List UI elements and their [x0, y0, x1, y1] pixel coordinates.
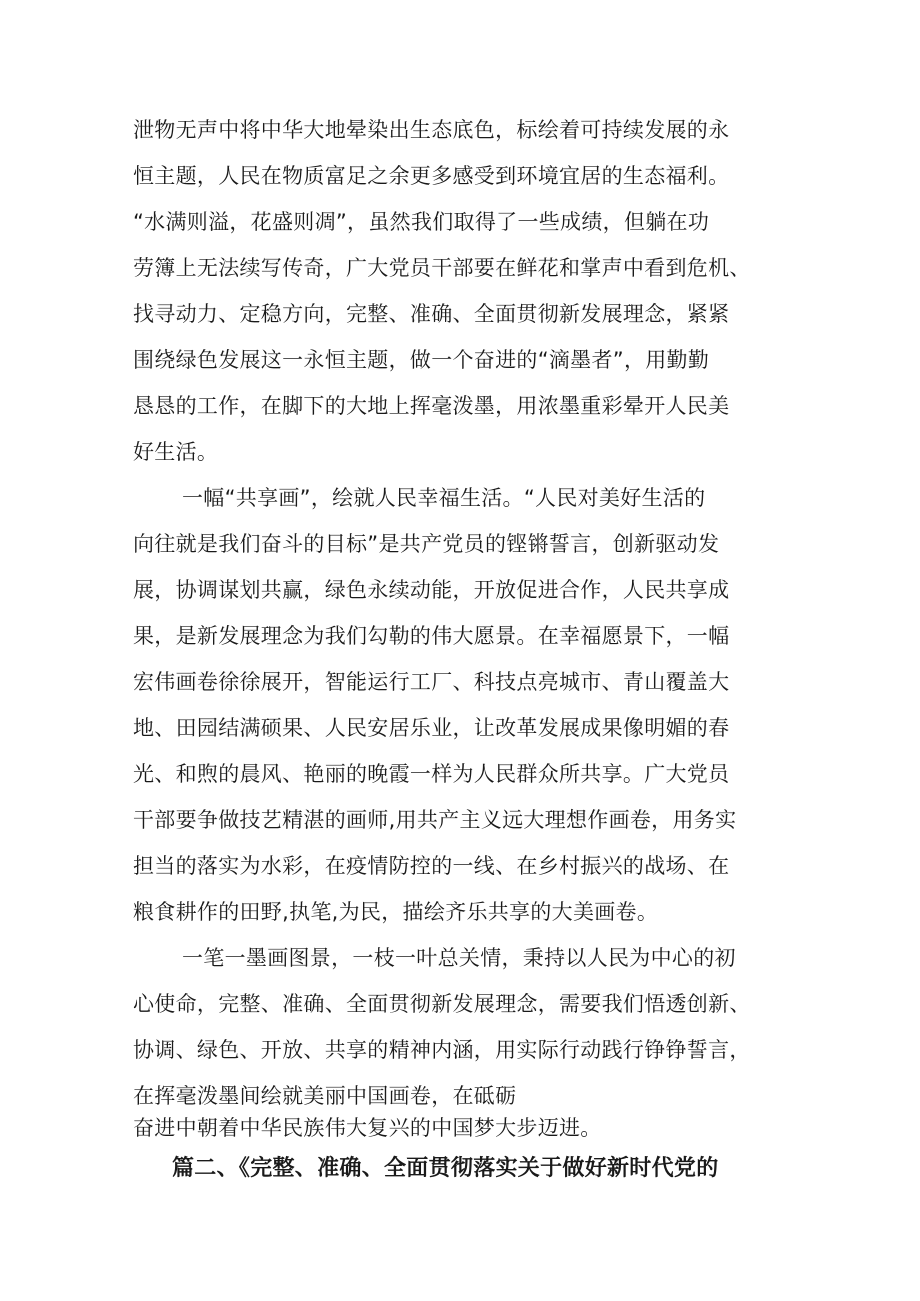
paragraph-line: 向往就是我们奋斗的目标”是共产党员的铿锵誓言，创新驱动发 — [133, 532, 720, 556]
section-heading: 篇二、《完整、准确、全面贯彻落实关于做好新时代党的 — [172, 1156, 719, 1181]
paragraph-line: 在挥毫泼墨间绘就美丽中国画卷，在砥砺 — [133, 1084, 517, 1108]
paragraph-line: 果，是新发展理念为我们勾勒的伟大愿景。在幸福愿景下，一幅 — [133, 624, 730, 648]
paragraph-line: 泄物无声中将中华大地晕染出生态底色，标绘着可持续发展的永 — [133, 118, 730, 142]
paragraph-line: 一幅“共享画”，绘就人民幸福生活。“人民对美好生活的 — [182, 486, 706, 510]
paragraph-line: 协调、绿色、开放、共享的精神内涵，用实际行动践行铮铮誓言， — [133, 1038, 751, 1062]
paragraph-line: 找寻动力、定稳方向，完整、准确、全面贯彻新发展理念，紧紧 — [133, 302, 730, 326]
paragraph-line: 宏伟画卷徐徐展开，智能运行工厂、科技点亮城市、青山覆盖大 — [133, 670, 730, 694]
paragraph-line: 一笔一墨画图景，一枝一叶总关情，秉持以人民为中心的初 — [182, 946, 736, 970]
paragraph-line: 好生活。 — [133, 440, 219, 464]
paragraph-line: 恳恳的工作，在脚下的大地上挥毫泼墨，用浓墨重彩晕开人民美 — [133, 394, 730, 418]
paragraph-line: 干部要争做技艺精湛的画师,用共产主义远大理想作画卷，用务实 — [133, 808, 737, 832]
paragraph-line: 地、田园结满硕果、人民安居乐业，让改革发展成果像明媚的春 — [133, 716, 730, 740]
paragraph-line: 担当的落实为水彩，在疫情防控的一线、在乡村振兴的战场、在 — [133, 854, 730, 878]
paragraph-line: 恒主题，人民在物质富足之余更多感受到环境宜居的生态福利。 — [133, 164, 730, 188]
paragraph-line: 展，协调谋划共赢，绿色永续动能，开放促进合作，人民共享成 — [133, 578, 730, 602]
paragraph-line: 围绕绿色发展这一永恒主题，做一个奋进的“滴墨者”，用勤勤 — [133, 348, 710, 372]
paragraph-line: 奋进中朝着中华民族伟大复兴的中国梦大步迈进。 — [133, 1116, 602, 1140]
paragraph-line: 劳簿上无法续写传奇，广大党员干部要在鲜花和掌声中看到危机、 — [133, 256, 751, 280]
paragraph-line: “水满则溢，花盛则凋”，虽然我们取得了一些成绩，但躺在功 — [133, 210, 710, 234]
paragraph-line: 心使命，完整、准确、全面贯彻新发展理念，需要我们悟透创新、 — [133, 992, 751, 1016]
paragraph-line: 粮食耕作的田野,执笔,为民，描绘齐乐共享的大美画卷。 — [133, 900, 659, 924]
paragraph-line: 光、和煦的晨风、艳丽的晚霞一样为人民群众所共享。广大党员 — [133, 762, 730, 786]
